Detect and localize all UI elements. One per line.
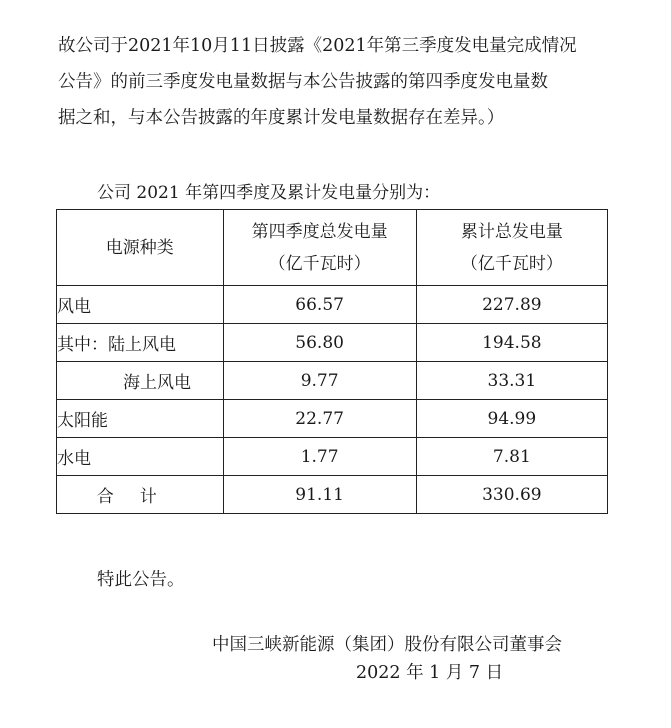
table-row <box>57 400 608 438</box>
row-q4-value: 91.11 <box>223 476 416 514</box>
generation-table <box>56 209 608 514</box>
intro-line: 据之和，与本公告披露的年度累计发电量数据存在差异。） <box>58 108 505 128</box>
closing-statement: 特此公告。 <box>97 570 185 590</box>
row-q4-value: 22.77 <box>223 400 416 438</box>
table-row <box>57 362 608 400</box>
header-q4-unit: （亿千瓦时） <box>268 253 371 274</box>
table-header-row <box>57 210 608 286</box>
intro-line: 故公司于2021年10月11日披露《2021年第三季度发电量完成情况 <box>58 36 577 56</box>
row-cumulative-value: 7.81 <box>416 438 607 476</box>
table-row <box>57 324 608 362</box>
row-cumulative-value: 94.99 <box>416 400 607 438</box>
row-label-hydro: 水电 <box>57 438 224 476</box>
row-label-offshore-wind: 海上风电 <box>57 362 224 400</box>
row-q4-value: 9.77 <box>223 362 416 400</box>
table-row <box>57 438 608 476</box>
header-cumulative-title: 累计总发电量 <box>460 221 563 242</box>
row-cumulative-value: 33.31 <box>416 362 607 400</box>
row-label-onshore-wind: 其中：陆上风电 <box>57 324 224 362</box>
row-q4-value: 1.77 <box>223 438 416 476</box>
header-cumulative-unit: （亿千瓦时） <box>460 253 563 274</box>
row-cumulative-value: 330.69 <box>416 476 607 514</box>
table-caption: 公司 2021 年第四季度及累计发电量分别为： <box>97 183 441 203</box>
intro-paragraph <box>58 28 618 136</box>
header-power-type: 电源种类 <box>57 210 224 286</box>
header-q4-generation <box>223 210 416 286</box>
signature-date: 2022 年 1 月 7 日 <box>356 663 504 683</box>
row-cumulative-value: 227.89 <box>416 286 607 324</box>
row-q4-value: 56.80 <box>223 324 416 362</box>
table-row <box>57 286 608 324</box>
row-cumulative-value: 194.58 <box>416 324 607 362</box>
intro-line: 公告》的前三季度发电量数据与本公告披露的第四季度发电量数 <box>58 72 548 92</box>
row-label-total: 合计 <box>57 476 224 514</box>
signature-organization: 中国三峡新能源（集团）股份有限公司董事会 <box>212 635 562 655</box>
table-row-total <box>57 476 608 514</box>
header-cumulative-generation <box>416 210 607 286</box>
row-label-solar: 太阳能 <box>57 400 224 438</box>
row-label-wind: 风电 <box>57 286 224 324</box>
header-q4-title: 第四季度总发电量 <box>251 221 388 242</box>
row-q4-value: 66.57 <box>223 286 416 324</box>
